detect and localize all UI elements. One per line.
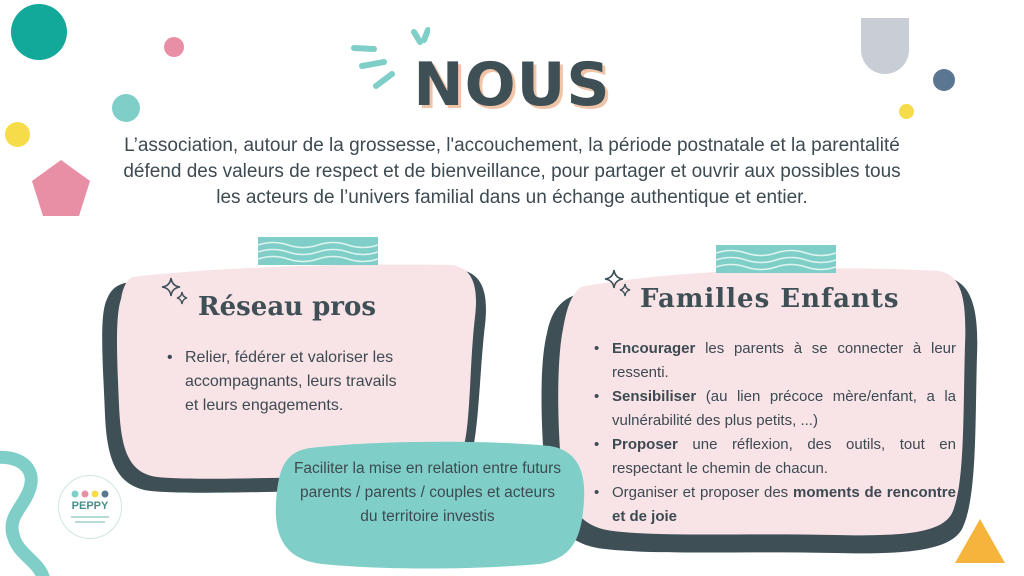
left-tape [258, 237, 378, 265]
list-item-text: (au lien précoce mère/enfant, a la vulnérabilité des plus petits, ...) [612, 388, 956, 429]
intro-paragraph: L’association, autour de la grossesse, l'accouchement, la période postnatale et la parentalité défend des valeurs de respect et de bienveillance, pour partager et ouvrir aux possibles tous les acteurs de l’univers familial dans un échange authentique et entier. [123, 135, 901, 208]
right-tape [716, 245, 836, 273]
list-item-bold: Sensibiliser [612, 388, 697, 405]
list-item-text: Organiser et proposer des [612, 484, 793, 501]
right-card-title: Familles Enfants [640, 284, 900, 314]
list-item [594, 433, 956, 480]
list-item [594, 385, 956, 432]
list-item [594, 337, 956, 384]
page-title: NOUS [413, 50, 611, 120]
list-item: • Relier, fédérer et valoriser les accompagnants, leurs travails et leurs engagements. [167, 346, 412, 418]
logo-tagline-line [75, 521, 105, 523]
right-card-list [594, 337, 956, 529]
list-item-text: les parents à se connecter à leur ressenti. [612, 340, 956, 381]
logo-text: PEPPY [71, 500, 109, 512]
pink-pentagon [30, 158, 92, 218]
bubble-text: Faciliter la mise en relation entre futurs parents / parents / couples et acteurs du territoire investis [293, 460, 562, 525]
left-card-title: Réseau pros [198, 292, 376, 322]
logo-dots-icon [71, 489, 109, 499]
sparkle-icon [603, 268, 633, 298]
list-item-bold: Encourager [612, 340, 696, 357]
list-item [594, 481, 956, 528]
sparkle-icon [160, 276, 190, 306]
list-item-bold: moments de rencontre et de joie [612, 484, 956, 525]
peppy-logo [58, 475, 122, 539]
list-item-bold: Proposer [612, 436, 678, 453]
list-item-text: une réflexion, des outils, tout en respectant le chemin de chacun. [612, 436, 956, 477]
yellow-dot-left [5, 122, 30, 147]
logo-tagline-line [71, 516, 109, 518]
left-card-list [167, 346, 412, 418]
